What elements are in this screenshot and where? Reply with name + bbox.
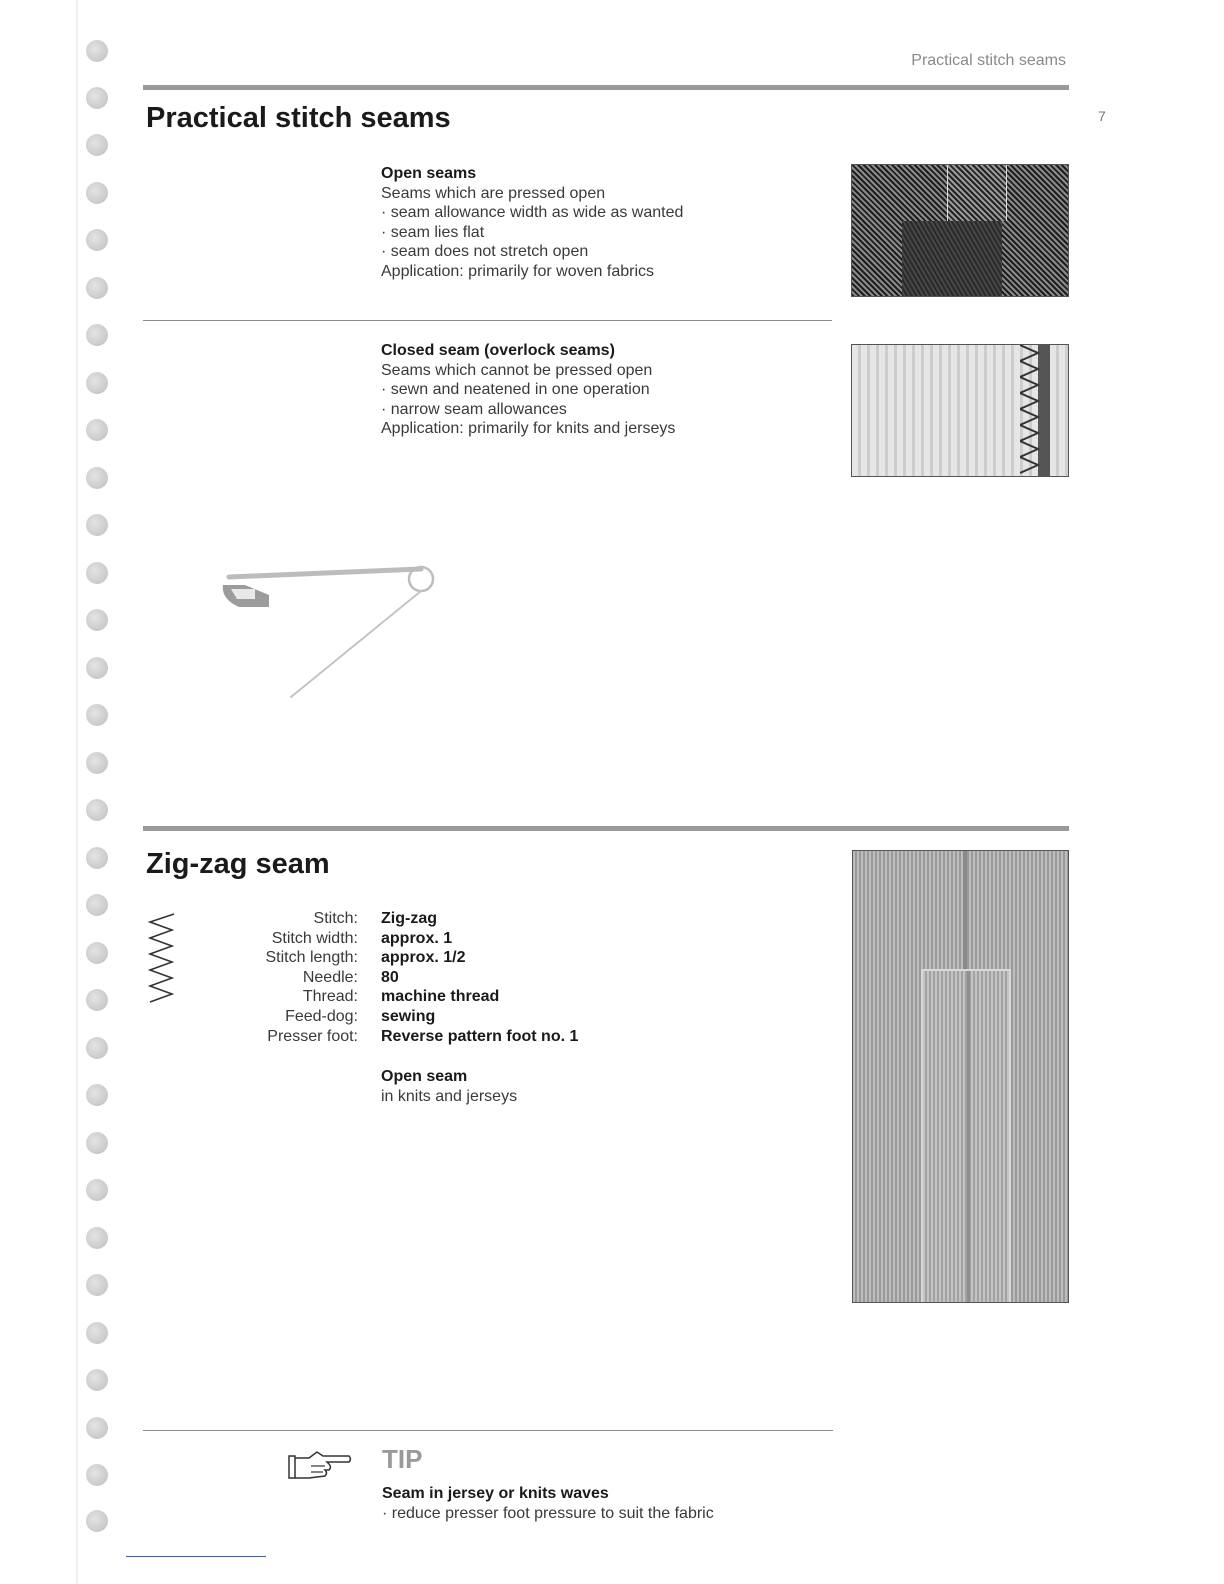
seam-line: [963, 851, 967, 971]
zigzag-seam-fabric-image: [852, 850, 1069, 1303]
thread-value: machine thread: [381, 988, 500, 1006]
binding-hole: [86, 1132, 108, 1154]
stitch-length-value: approx. 1/2: [381, 949, 466, 967]
zigzag-use-block: [381, 1067, 517, 1106]
page-title: Practical stitch seams: [146, 102, 451, 134]
tip-point: · reduce presser foot pressure to suit the fabric: [382, 1504, 714, 1522]
tip-label: TIP: [382, 1444, 423, 1474]
spiral-binding: [86, 30, 112, 1540]
closed-seam-point: · sewn and neatened in one operation: [381, 380, 675, 400]
open-seam-fabric-image: [851, 164, 1069, 297]
closed-seam-block: [381, 341, 675, 439]
binding-hole: [86, 609, 108, 631]
binding-hole: [86, 134, 108, 156]
stitch-width-value: approx. 1: [381, 929, 453, 947]
binding-hole: [86, 1369, 108, 1391]
thread-label: Thread:: [302, 988, 358, 1006]
presser-foot-label: Presser foot:: [267, 1027, 358, 1045]
stitch-settings-labels: [200, 909, 358, 1046]
binding-hole: [86, 1037, 108, 1059]
pressed-seam-allowance: [921, 969, 1011, 1303]
closed-seam-description: Seams which cannot be pressed open: [381, 361, 653, 379]
binding-hole: [86, 799, 108, 821]
presser-foot-value: Reverse pattern foot no. 1: [381, 1027, 579, 1045]
binding-hole: [86, 467, 108, 489]
needle-label: Needle:: [302, 968, 358, 986]
tip-block: [382, 1484, 714, 1523]
binding-hole: [86, 229, 108, 251]
zigzag-use-text: in knits and jerseys: [381, 1087, 518, 1105]
open-seams-point: · seam allowance width as wide as wanted: [381, 203, 683, 223]
binding-hole: [86, 40, 108, 62]
page-spine-shadow: [76, 0, 78, 1584]
binding-hole: [86, 182, 108, 204]
tip-point-text: reduce presser foot pressure to suit the fabric: [391, 1504, 714, 1522]
feed-dog-value: sewing: [381, 1007, 436, 1025]
footer-link-underline: [126, 1556, 266, 1557]
safety-pin-illustration: [215, 555, 445, 705]
needle-value: 80: [381, 968, 399, 986]
section-rule: [143, 826, 1069, 831]
binding-hole: [86, 277, 108, 299]
binding-hole: [86, 1227, 108, 1249]
zigzag-stitch-icon: [146, 912, 176, 1004]
binding-hole: [86, 419, 108, 441]
seam-line: [967, 971, 970, 1302]
overlock-stitch-edge: [1020, 345, 1050, 476]
stitch-label: Stitch:: [313, 910, 358, 927]
page-number: 7: [1098, 108, 1106, 124]
stitch-width-label: Stitch width:: [271, 929, 358, 947]
binding-hole: [86, 1084, 108, 1106]
open-seams-description: Seams which are pressed open: [381, 184, 606, 202]
binding-hole: [86, 989, 108, 1011]
zigzag-title: Zig-zag seam: [146, 848, 330, 880]
closed-seam-heading: Closed seam (overlock seams): [381, 342, 615, 359]
closed-seam-point: · narrow seam allowances: [381, 400, 675, 420]
binding-hole: [86, 87, 108, 109]
divider: [143, 320, 832, 321]
binding-hole: [86, 1464, 108, 1486]
open-seams-block: [381, 164, 683, 282]
seam-line: [947, 165, 1007, 221]
pointing-hand-icon: [287, 1450, 353, 1482]
zigzag-use-heading: Open seam: [381, 1068, 468, 1085]
running-head: Practical stitch seams: [911, 52, 1066, 69]
open-seams-point: · seam does not stretch open: [381, 242, 683, 262]
binding-hole: [86, 894, 108, 916]
feed-dog-label: Feed-dog:: [285, 1007, 358, 1025]
stitch-settings-values: [381, 909, 578, 1046]
binding-hole: [86, 514, 108, 536]
binding-hole: [86, 1274, 108, 1296]
tip-heading: Seam in jersey or knits waves: [382, 1485, 609, 1502]
binding-hole: [86, 1322, 108, 1344]
binding-hole: [86, 657, 108, 679]
divider: [143, 1430, 833, 1431]
binding-hole: [86, 1179, 108, 1201]
open-seams-application: Application: primarily for woven fabrics: [381, 262, 654, 280]
section-rule: [143, 85, 1069, 90]
open-seams-point: · seam lies flat: [381, 223, 683, 243]
binding-hole: [86, 752, 108, 774]
binding-hole: [86, 324, 108, 346]
binding-hole: [86, 704, 108, 726]
closed-seam-application: Application: primarily for knits and jerseys: [381, 420, 676, 438]
pressed-seam-allowance: [902, 221, 1002, 297]
binding-hole: [86, 942, 108, 964]
binding-hole: [86, 562, 108, 584]
stitch-value: Zig-zag: [381, 910, 437, 927]
binding-hole: [86, 372, 108, 394]
open-seams-heading: Open seams: [381, 165, 477, 182]
binding-hole: [86, 1417, 108, 1439]
binding-hole: [86, 847, 108, 869]
stitch-length-label: Stitch length:: [265, 949, 358, 967]
overlock-seam-fabric-image: [851, 344, 1069, 477]
binding-hole: [86, 1510, 108, 1532]
